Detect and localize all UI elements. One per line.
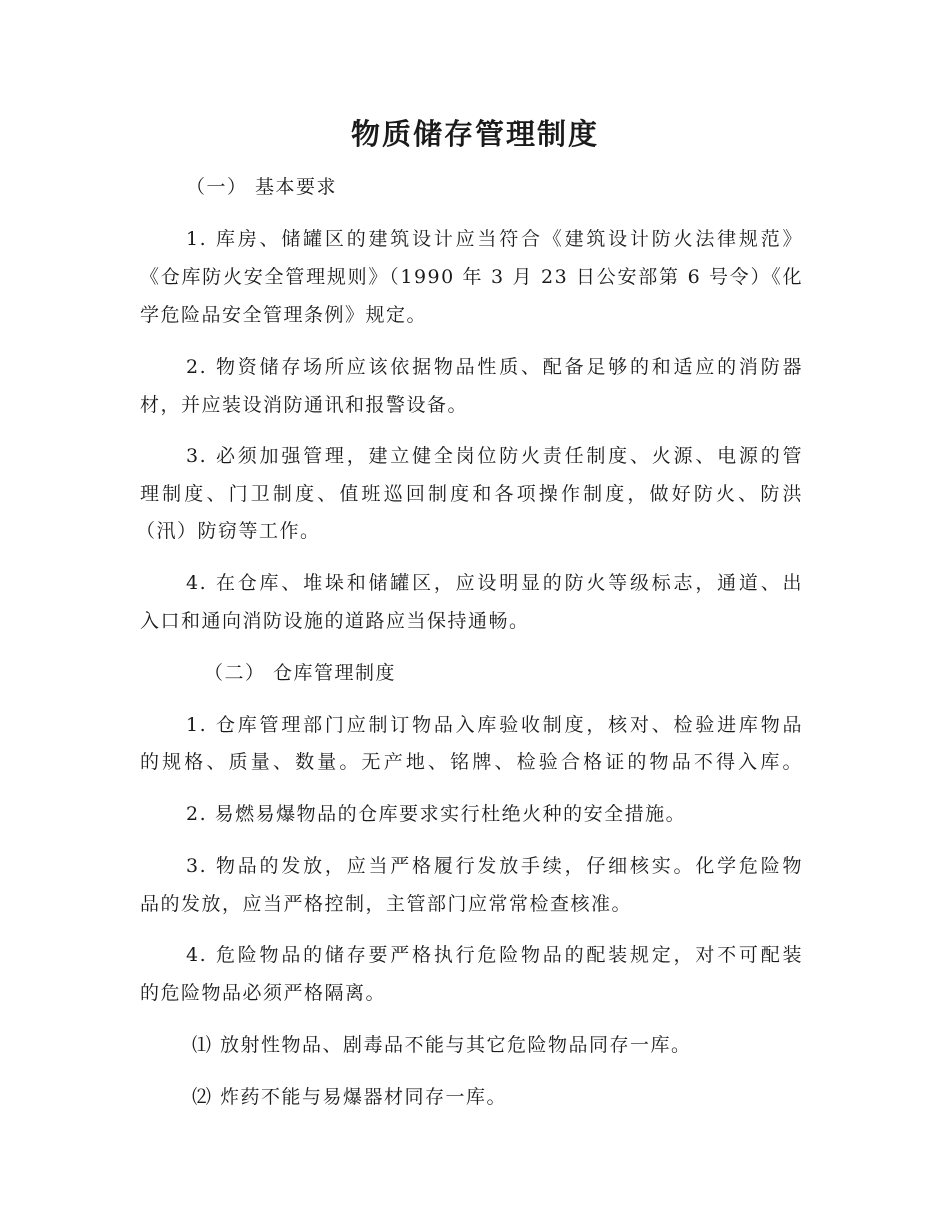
paragraph-line: 2. 物资储存场所应该依据物品性质、配备足够的和适应的消防器 bbox=[186, 356, 803, 378]
paragraph-line: 4. 危险物品的储存要严格执行危险物品的配装规定，对不可配装 bbox=[186, 944, 803, 966]
paragraph-line: 学危险品安全管理条例》规定。 bbox=[140, 304, 428, 326]
paragraph-line: 材，并应装设消防通讯和报警设备。 bbox=[140, 394, 469, 416]
paragraph-line: 《仓库防火安全管理规则》（1990 年 3 月 23 日公安部第 6 号令）《化 bbox=[140, 266, 803, 288]
paragraph-line: 的危险物品必须严格隔离。 bbox=[140, 982, 387, 1004]
section-heading-warehouse-management: （二） 仓库管理制度 bbox=[204, 662, 397, 684]
paragraph-line: 理制度、门卫制度、值班巡回制度和各项操作制度，做好防火、防洪 bbox=[140, 483, 803, 505]
page-title: 物质储存管理制度 bbox=[350, 117, 599, 151]
paragraph-line: （汛）防窃等工作。 bbox=[136, 520, 321, 542]
paragraph-line: 3. 物品的发放，应当严格履行发放手续，仔细核实。化学危险物 bbox=[186, 855, 803, 877]
paragraph-line: 1. 库房、储罐区的建筑设计应当符合《建筑设计防火法律规范》 bbox=[186, 228, 803, 250]
paragraph-line: 的规格、质量、数量。无产地、铭牌、检验合格证的物品不得入库。 bbox=[140, 751, 803, 773]
paragraph-line: 入口和通向消防设施的道路应当保持通畅。 bbox=[140, 610, 530, 632]
paragraph-line: 1. 仓库管理部门应制订物品入库验收制度，核对、检验进库物品 bbox=[186, 714, 803, 736]
paragraph-line: 3. 必须加强管理，建立健全岗位防火责任制度、火源、电源的管 bbox=[186, 445, 803, 467]
paragraph-line: 4. 在仓库、堆垛和储罐区，应设明显的防火等级标志，通道、出 bbox=[186, 572, 803, 594]
list-item: ⑴ 放射性物品、剧毒品不能与其它危险物品同存一库。 bbox=[192, 1034, 692, 1056]
paragraph-line: 品的发放，应当严格控制，主管部门应常常检查核准。 bbox=[140, 893, 633, 915]
section-heading-basic-requirements: （一） 基本要求 bbox=[186, 176, 338, 198]
paragraph-line: 2. 易燃易爆物品的仓库要求实行杜绝火种的安全措施。 bbox=[186, 803, 687, 825]
list-item: ⑵ 炸药不能与易爆器材同存一库。 bbox=[192, 1086, 508, 1108]
